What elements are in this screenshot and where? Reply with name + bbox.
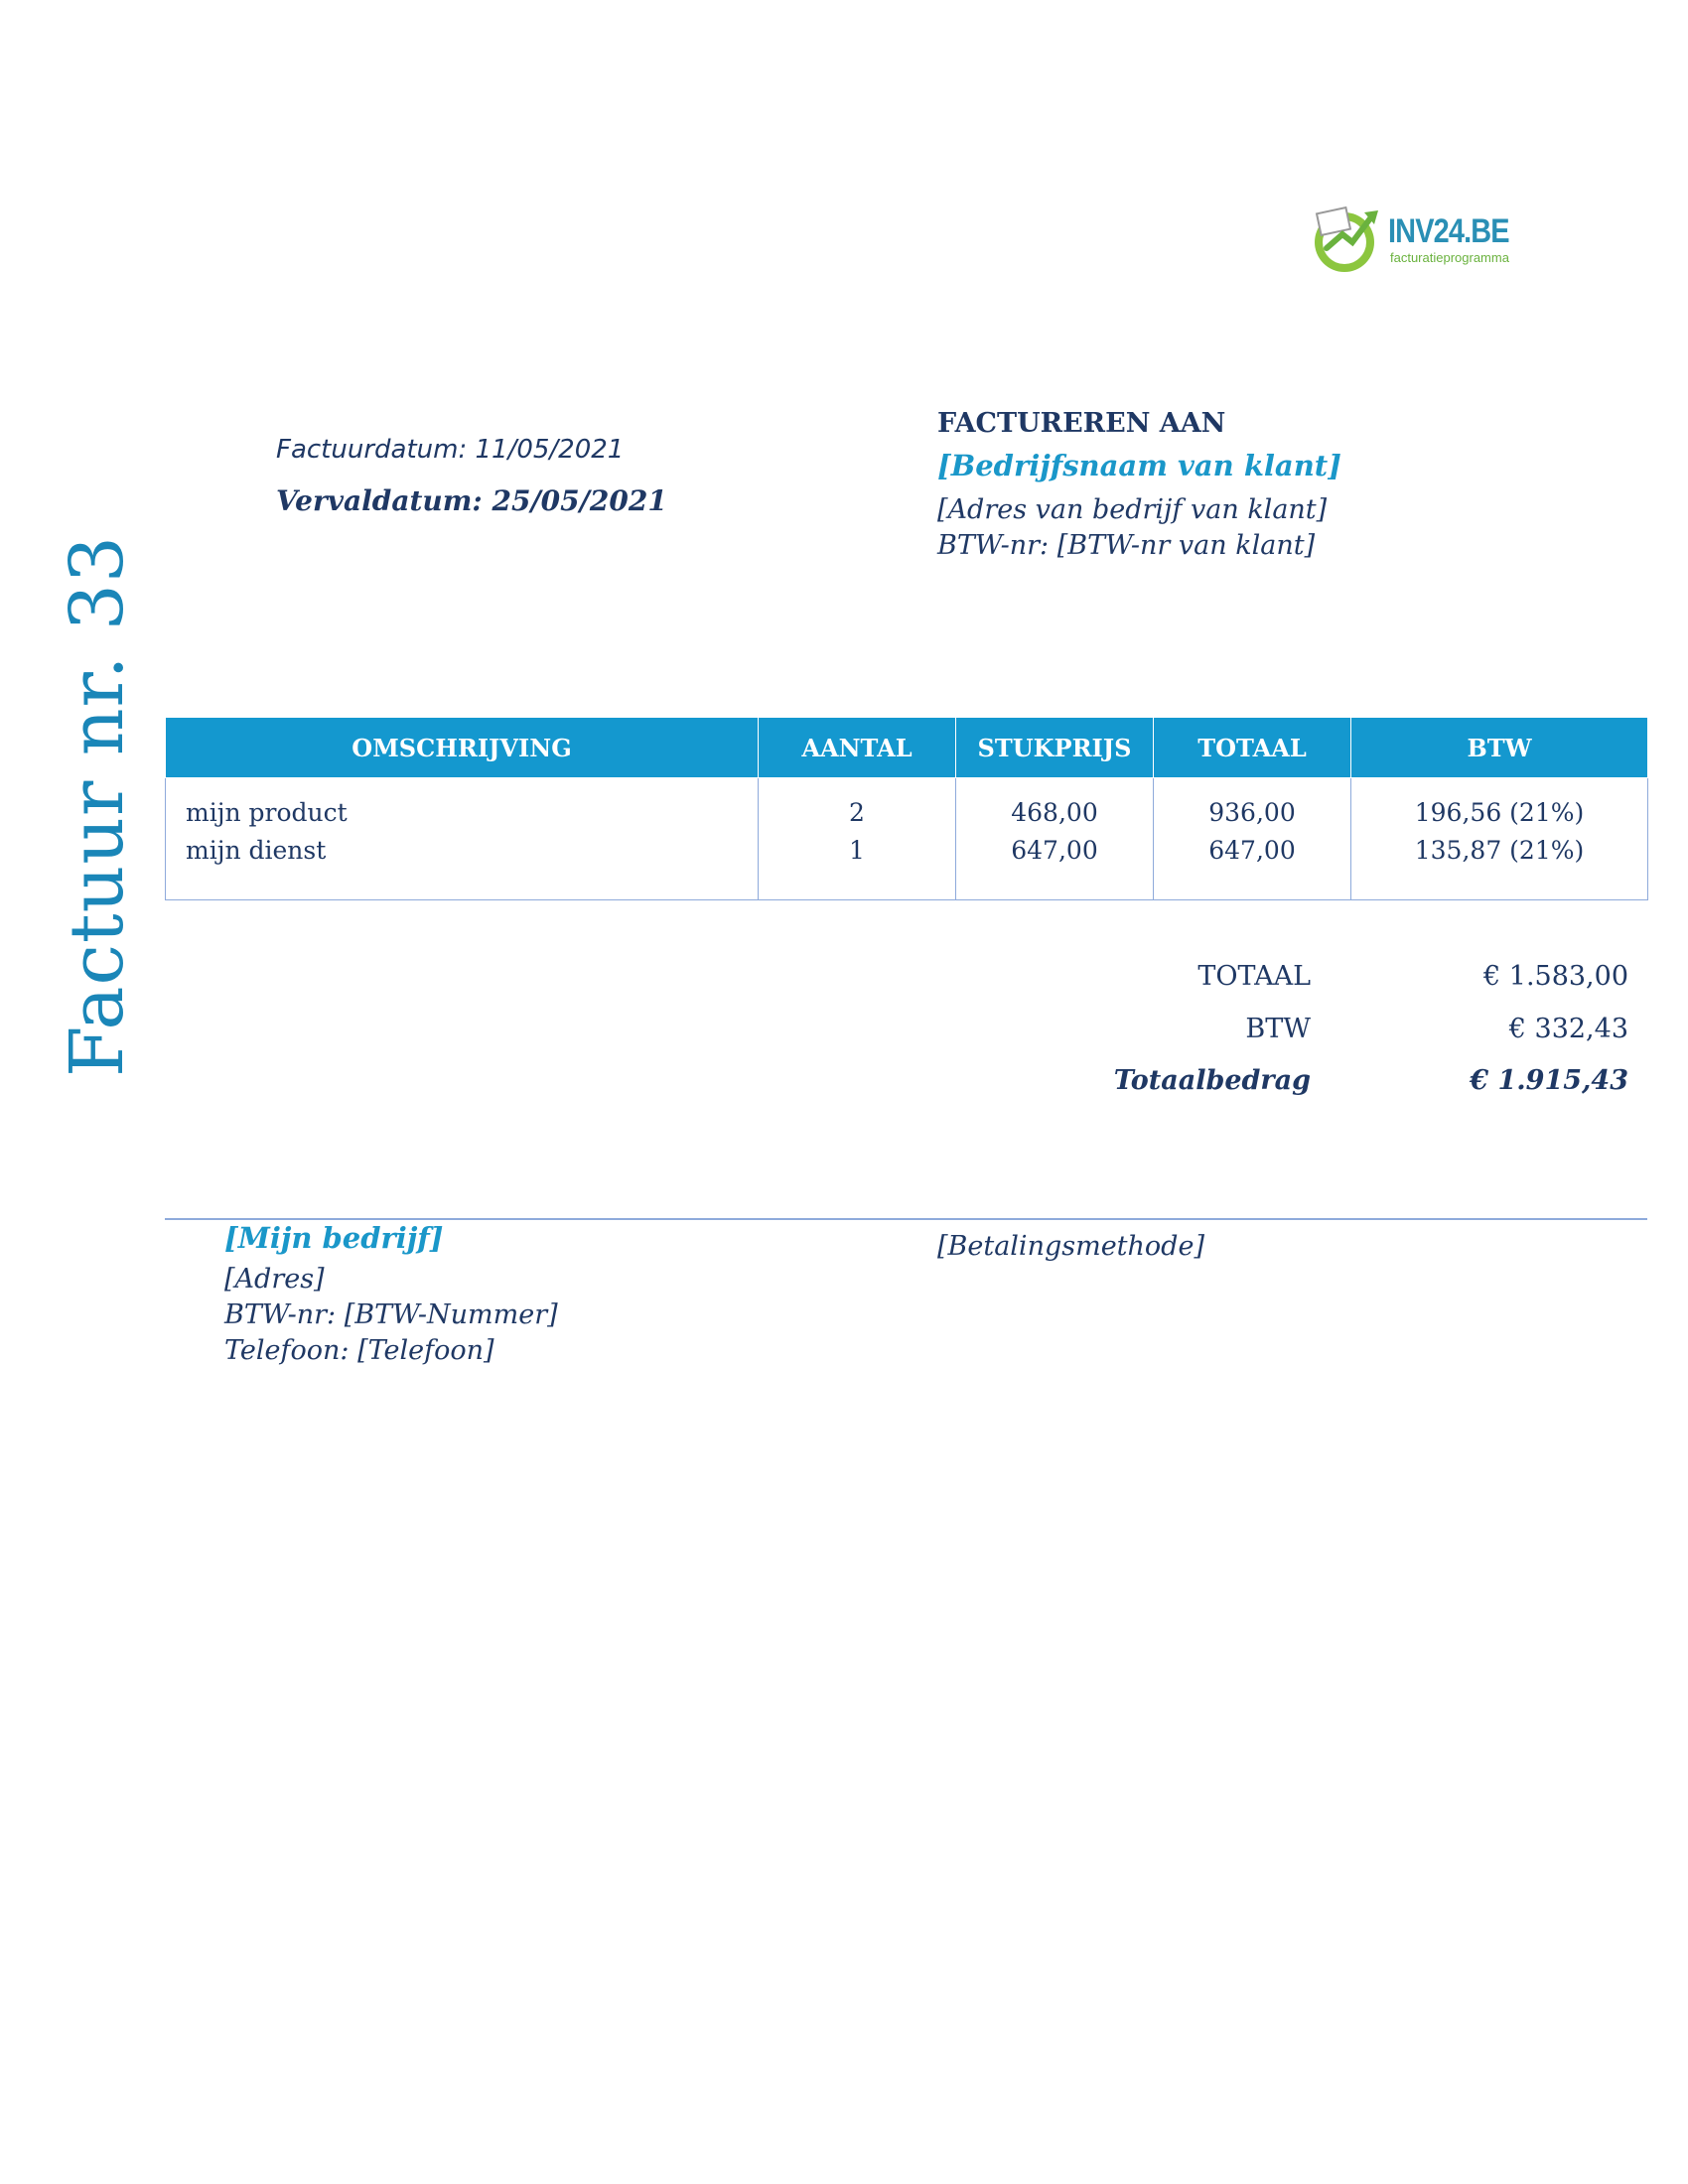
grand-total-label: Totaalbedrag: [1113, 1065, 1311, 1096]
my-company-name: [Mijn bedrijf]: [224, 1221, 444, 1255]
bill-to-heading: FACTUREREN AAN: [937, 408, 1226, 439]
description-cell: [166, 778, 759, 900]
vat-total-value: € 332,43: [1508, 1014, 1628, 1044]
footer-divider: [165, 1218, 1647, 1220]
subtotal-label: TOTAAL: [1197, 961, 1311, 992]
due-date: Vervaldatum: 25/05/2021: [276, 484, 667, 517]
logo-tagline: facturatieprogramma: [1390, 250, 1509, 265]
line-items-table: [165, 717, 1648, 900]
quantity-cell: [759, 778, 956, 900]
item-quantity: 1: [849, 836, 865, 865]
client-company-name: [Bedrijfsnaam van klant]: [937, 449, 1341, 482]
grand-total-value: € 1.915,43: [1470, 1065, 1628, 1096]
client-address: [Adres van bedrijf van klant]: [937, 494, 1328, 525]
item-vat: 135,87 (21%): [1414, 836, 1585, 865]
item-total: 647,00: [1208, 836, 1296, 865]
invoice-title: Factuur nr. 33: [55, 535, 140, 1077]
header-total: TOTAAL: [1154, 718, 1351, 778]
item-unit-price: 468,00: [1011, 798, 1098, 827]
total-cell: [1154, 778, 1351, 900]
vat-total-label: BTW: [1245, 1014, 1311, 1044]
item-vat: 196,56 (21%): [1414, 798, 1585, 827]
table-row: [166, 778, 1648, 900]
header-quantity: AANTAL: [759, 718, 956, 778]
my-company-address: [Adres]: [224, 1264, 325, 1295]
item-total: 936,00: [1208, 798, 1296, 827]
logo-name: INV24.BE: [1388, 212, 1509, 250]
my-company-phone: Telefoon: [Telefoon]: [224, 1335, 494, 1366]
header-description: OMSCHRIJVING: [166, 718, 759, 778]
my-company-vat: BTW-nr: [BTW-Nummer]: [224, 1299, 558, 1330]
item-quantity: 2: [849, 798, 865, 827]
item-description: mijn product: [186, 798, 348, 827]
item-description: mijn dienst: [186, 836, 327, 865]
invoice-date: Factuurdatum: 11/05/2021: [276, 435, 625, 465]
payment-method: [Betalingsmethode]: [937, 1231, 1204, 1262]
company-logo: [1309, 199, 1507, 278]
header-vat: BTW: [1351, 718, 1648, 778]
table-header-row: [166, 718, 1648, 778]
vat-cell: [1351, 778, 1648, 900]
subtotal-value: € 1.583,00: [1483, 961, 1628, 992]
logo-icon: [1309, 199, 1386, 276]
client-vat-number: BTW-nr: [BTW-nr van klant]: [937, 530, 1316, 561]
item-unit-price: 647,00: [1011, 836, 1098, 865]
unit-price-cell: [956, 778, 1154, 900]
header-unit-price: STUKPRIJS: [956, 718, 1154, 778]
